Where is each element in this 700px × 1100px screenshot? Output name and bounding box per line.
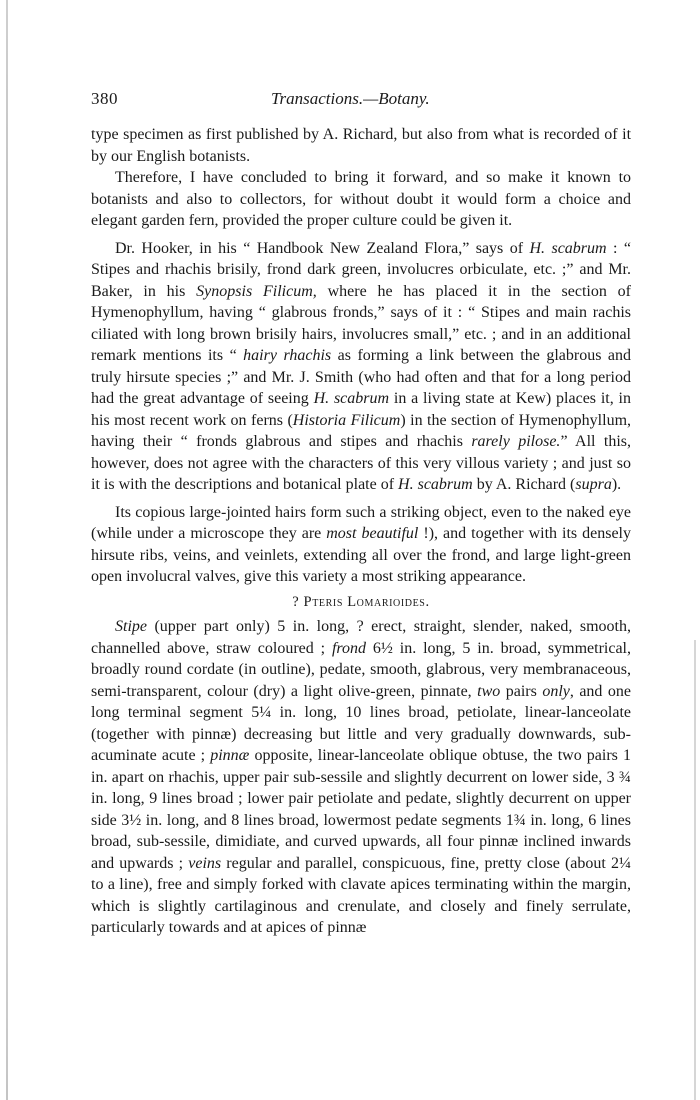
running-title: Transactions.—Botany.: [271, 89, 430, 108]
paragraph-hooker: Dr. Hooker, in his “ Handbook New Zealand Flora,” says of H. scabrum : “ Stipes and rhachis brisily, frond dark green, involucres orbiculate, etc. ;” and Mr. Baker, in his Synopsis Filicum, where he has placed it in the section of Hymenophyllum, having “ glabrous fronds,” says of it : “ Stipes and main rachis ciliated with long brown brisily hairs, involucres small,” etc. ; and in an additional remark mentions its “ hairy rhachis as forming a link between the glabrous and truly hirsute species ;” and Mr. J. Smith (who had often and that for a long period had the great advantage of seeing H. scabrum in a living state at Kew) places it, in his most recent work on ferns (Historia Filicum) in the section of Hymenophyllum, having their “ fronds glabrous and stipes and rhachis rarely pilose.” All this, however, does not agree with the characters of this very villous variety ; and just so it is with the descriptions and botanical plate of H. scabrum by A. Richard (supra).: [91, 239, 632, 493]
paragraph-conclusion: Therefore, I have concluded to bring it forward, and so make it known to botanists and also to collectors, for without doubt it would form a choice and elegant garden fern, provided the proper culture could be given it.: [91, 169, 632, 229]
page-header: [91, 89, 631, 113]
body-text: [91, 124, 631, 939]
page-edge-left: [6, 0, 8, 1100]
page-number: 380: [91, 89, 118, 108]
paragraph-continuation: type specimen as first published by A. Richard, but also from what is recorded of it by our English botanists.: [91, 126, 632, 165]
paragraph-description: Stipe (upper part only) 5 in. long, ? erect, straight, slender, naked, smooth, channelled above, straw coloured ; frond 6½ in. long, 5 in. broad, symmetrical, broadly round cordate (in outline), pedate, smooth, glabrous, very membranaceous, semi-transparent, colour (dry) a light olive-green, pinnate, two pairs only, and one long terminal segment 5¼ in. long, 10 lines broad, petiolate, linear-lanceolate (together with pinnæ) decreasing but little and very gradually downwards, sub-acuminate acute ; pinnæ opposite, linear-lanceolate oblique obtuse, the two pairs 1 in. apart on rhachis, upper pair sub-sessile and slightly decurrent on lower side, 3 ¾ in. long, 9 lines broad ; lower pair petiolate and pedate, slightly decurrent on upper side 3½ in. long, and 8 lines broad, lowermost pedate segments 1¾ in. long, 6 lines broad, sub-sessile, dimidiate, and curved upwards, all four pinnæ inclined inwards and upwards ; veins regular and parallel, conspicuous, fine, pretty close (about 2¼ to a line), free and simply forked with clavate apices terminating within the margin, which is slightly cartilaginous and crenulate, and closely and finely serrulate, particularly towards and at apices of pinnæ: [91, 618, 631, 936]
paragraph-hairs: Its copious large-jointed hairs form such a striking object, even to the naked eye (while under a microscope they are most beautiful !), and together with its densely hirsute ribs, veins, and veinlets, extending all over the frond, and large light-green open involucral valves, give this variety a most striking appearance.: [91, 503, 632, 585]
page-edge-right: [694, 640, 696, 1100]
section-heading: ? Pteris Lomarioides.: [292, 593, 430, 610]
